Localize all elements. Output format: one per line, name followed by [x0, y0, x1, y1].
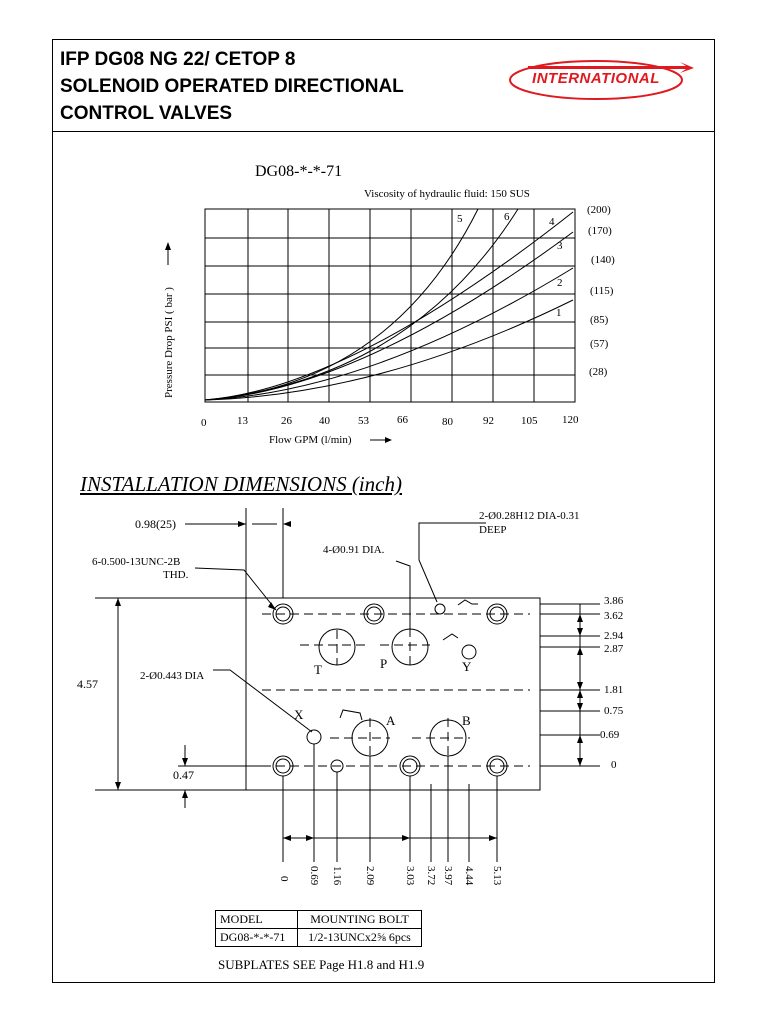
bottom-dim-372: 3.72: [425, 866, 437, 886]
x-tick-120: 120: [562, 414, 579, 426]
port-label-b: B: [462, 713, 471, 728]
x-tick-0: 0: [201, 417, 207, 429]
pin-hole: [435, 604, 445, 614]
dia-028-callout-line2: DEEP: [479, 524, 507, 536]
y-axis-arrow: [165, 242, 171, 265]
port-label-p: P: [380, 656, 388, 671]
table-row: [216, 929, 422, 947]
right-dim-287: 2.87: [604, 643, 624, 655]
curve-label-4: 4: [549, 216, 555, 228]
right-dim-362: 3.62: [604, 610, 624, 622]
x-tick-13: 13: [237, 415, 248, 427]
right-dimension-chain: [540, 604, 600, 766]
curve-2: [205, 268, 573, 400]
right-dim-075: 0.75: [604, 705, 624, 717]
bottom-dim-0: 0: [278, 876, 290, 882]
title-line-2: SOLENOID OPERATED DIRECTIONAL: [60, 76, 404, 97]
subplate-outline: [246, 598, 540, 790]
table-header-cell: MOUNTING BOLT: [298, 911, 422, 929]
port-x: [307, 730, 321, 744]
port-label-a: A: [386, 713, 396, 728]
thread-callout-line1: 6-0.500-13UNC-2B: [92, 556, 181, 568]
title-line-3: CONTROL VALVES: [60, 103, 233, 124]
port-label-x: X: [294, 707, 304, 722]
right-dim-386: 3.86: [604, 595, 624, 607]
table-cell: 1/2-13UNCx2⅝ 6pcs: [298, 929, 422, 947]
subplates-note: SUBPLATES SEE Page H1.8 and H1.9: [218, 957, 425, 972]
bottom-dim-397: 3.97: [442, 866, 454, 886]
graph-grid: [205, 209, 575, 402]
viscosity-note: Viscosity of hydraulic fluid: 150 SUS: [364, 188, 530, 200]
leader-lines: [95, 508, 486, 808]
dia-0443-callout: 2-Ø0.443 DIA: [140, 670, 205, 682]
bottom-dim-444: 4.44: [463, 866, 475, 886]
centerlines: [262, 614, 530, 766]
y-tick-140: (140): [591, 254, 615, 266]
curve-label-6: 6: [504, 211, 510, 223]
curve-label-2: 2: [557, 277, 563, 289]
right-dim-0: 0: [611, 759, 617, 771]
table-header-cell: MODEL: [216, 911, 298, 929]
x-tick-80: 80: [442, 416, 453, 428]
y-tick-85: (85): [590, 314, 609, 326]
dia-091-callout: 4-Ø0.91 DIA.: [323, 544, 385, 556]
bottom-dim-303: 3.03: [404, 866, 416, 886]
curve-1: [205, 300, 573, 400]
x-tick-105: 105: [521, 415, 538, 427]
y-tick-170: (170): [588, 225, 612, 237]
right-dim-069: 0.69: [600, 729, 620, 741]
port-label-t: T: [314, 662, 322, 677]
thread-callout-line2: THD.: [163, 569, 189, 581]
x-axis-arrow: [370, 437, 392, 443]
curve-4: [205, 212, 573, 400]
y-tick-115: (115): [590, 285, 614, 297]
title-line-1: IFP DG08 NG 22/ CETOP 8: [60, 49, 296, 70]
x-tick-40: 40: [319, 415, 330, 427]
installation-heading: INSTALLATION DIMENSIONS (inch): [80, 472, 402, 496]
bottom-dimension-chain: [283, 744, 497, 862]
bottom-dim-069: 0.69: [308, 866, 320, 886]
graph-model-label: DG08-*-*-71: [255, 163, 343, 180]
port-label-y: Y: [462, 659, 472, 674]
x-tick-66: 66: [397, 414, 408, 426]
dia-028-callout-line1: 2-Ø0.28H12 DIA-0.31: [479, 510, 580, 522]
bottom-dim-513: 5.13: [491, 866, 503, 886]
curve-label-3: 3: [557, 240, 563, 252]
bottom-dim-209: 2.09: [364, 866, 376, 886]
x-tick-53: 53: [358, 415, 369, 427]
y-axis-label: Pressure Drop PSI ( bar ): [163, 287, 175, 398]
y-tick-200: (200): [587, 204, 611, 216]
y-tick-57: (57): [590, 338, 609, 350]
table-header-row: [216, 911, 422, 929]
y-tick-28: (28): [589, 366, 608, 378]
dim-047-label: 0.47: [173, 768, 194, 782]
port-y: [462, 645, 476, 659]
right-dim-181: 1.81: [604, 684, 624, 696]
curve-label-1: 1: [556, 307, 562, 319]
height-dim-label: 4.57: [77, 677, 98, 691]
right-dim-294: 2.94: [604, 630, 624, 642]
x-tick-92: 92: [483, 415, 494, 427]
table-cell: DG08-*-*-71: [216, 929, 298, 947]
bottom-dim-116: 1.16: [331, 866, 343, 886]
x-axis-label: Flow GPM (l/min): [269, 434, 352, 446]
dim-098-label: 0.98(25): [135, 517, 176, 531]
x-tick-26: 26: [281, 415, 292, 427]
ports: [307, 604, 476, 772]
logo-wordmark: INTERNATIONAL: [532, 70, 660, 87]
mounting-bolt-table: [215, 910, 422, 947]
curve-label-5: 5: [457, 213, 463, 225]
